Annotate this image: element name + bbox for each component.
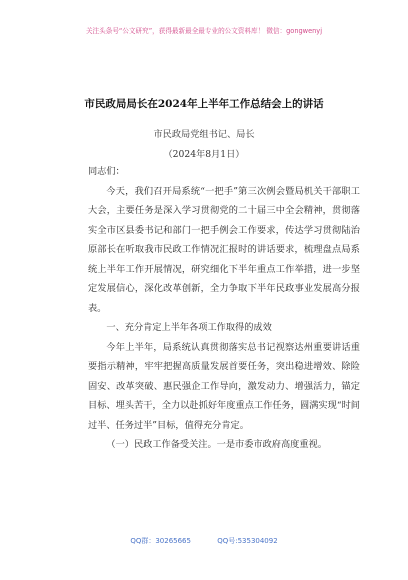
- document-body: [88, 162, 360, 455]
- footer-qq-group: QQ群：30265665: [130, 537, 191, 545]
- section-heading: 一、充分肯定上半年各项工作取得的成效: [106, 322, 272, 333]
- paragraph-intro: 今天，我们召开局系统“一把手”第三次例会暨局机关干部职工大会，主要任务是深入学习贯彻党的二十届三中全会精神，贯彻落实全市区县委书记和部门一把手例会工作要求，传达学习贯彻陆治原部长在听取我市民政工作情况汇报时的讲话要求，梳理盘点局系统上半年工作开展情况，研究细化下半年重点工作举措，进一步坚定发展信心，深化改革创新，全力争取下半年民政事业发展高分报表。: [88, 185, 360, 314]
- document-title: 市民政局局长在2024年上半年工作总结会上的讲话: [84, 98, 324, 110]
- paragraph-subsection: （一）民政工作备受关注。一是市委市政府高度重视。: [106, 439, 327, 450]
- salutation: 同志们：: [88, 166, 125, 177]
- footer-contact: [0, 536, 408, 546]
- paragraph-summary: 今年上半年，局系统认真贯彻落实总书记视察达州重要讲话重要指示精神，牢牢把握高质量发展首要任务，突出稳进增效、除险固安、改革突破、惠民强企工作导向，激发动力、增强活力，锚定目标、埋头苦干，全力以赴抓好年度重点工作任务，圆满实现“时间过半、任务过半”目标，值得充分肯定。: [88, 341, 360, 431]
- author-line: 市民政局党组书记、局长: [153, 129, 255, 140]
- footer-qq-number: QQ号:535304092: [217, 537, 278, 545]
- promo-banner: 关注头条号“公文研究”，获得最新最全最专业的公文资料库！ 微信：gongwenyj: [85, 27, 323, 35]
- date-line: （2024年8月1日）: [163, 149, 245, 160]
